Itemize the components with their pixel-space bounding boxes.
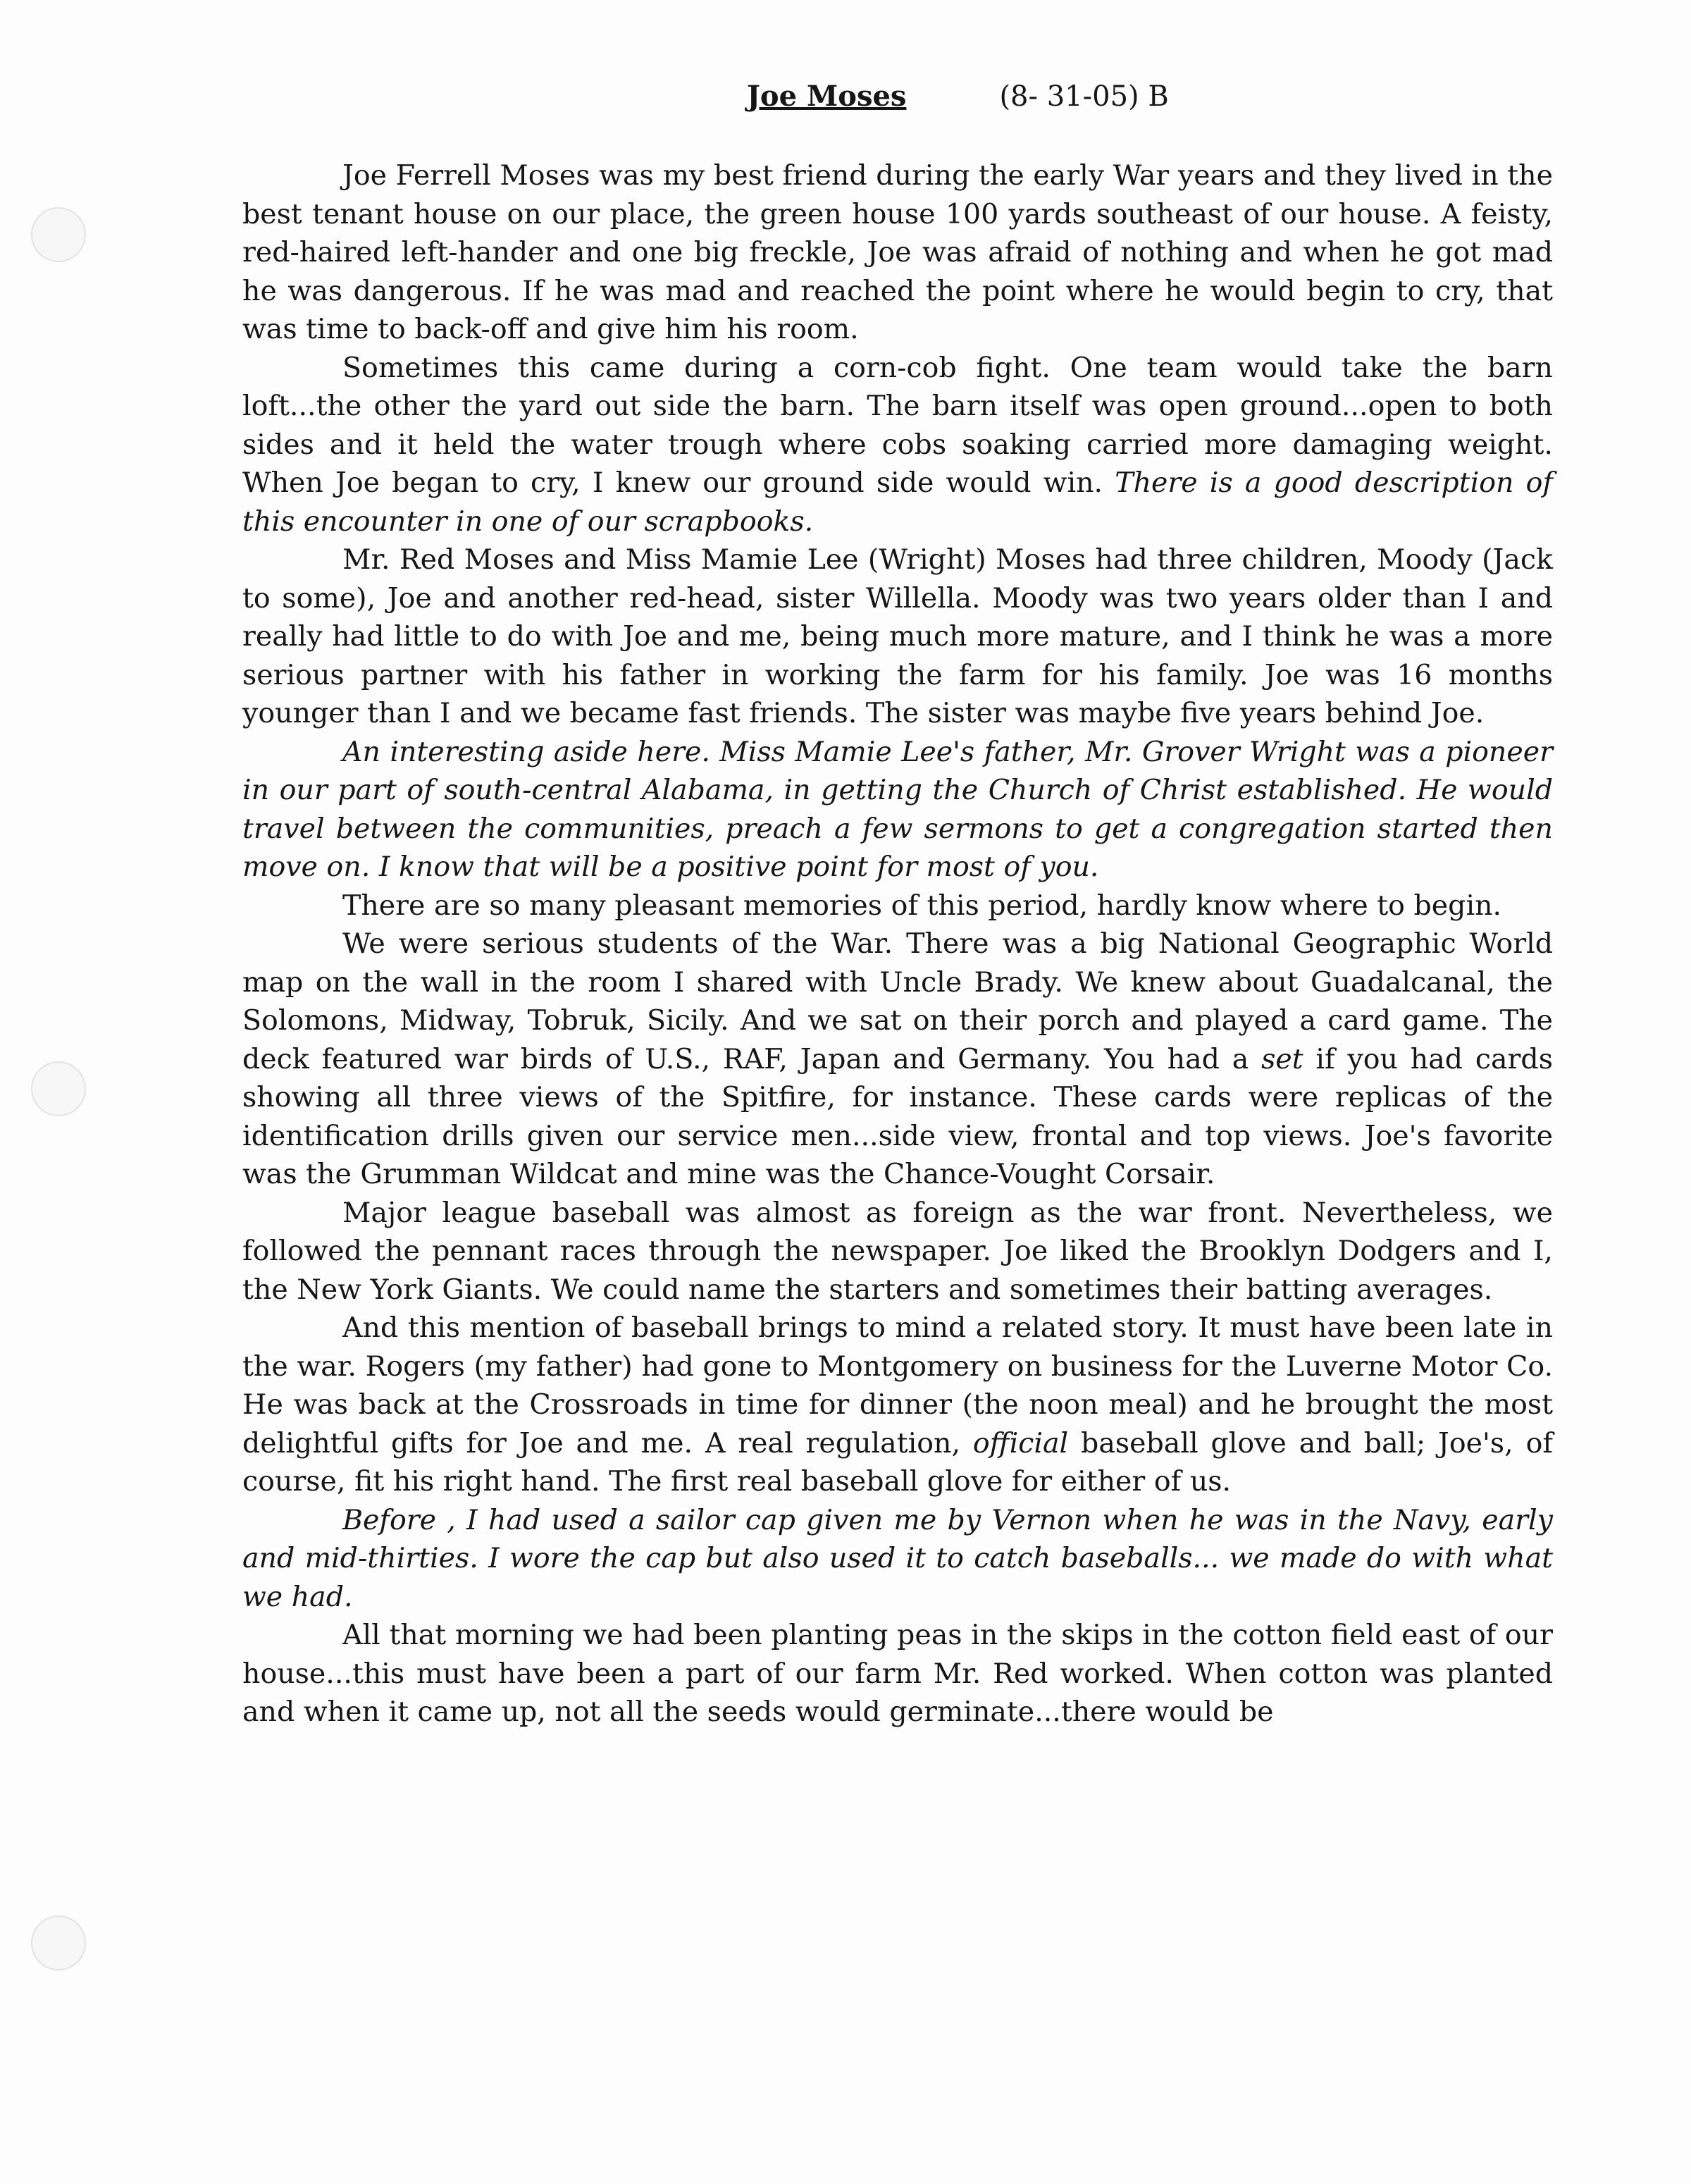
binder-hole-middle [31,1061,86,1116]
paragraph-8 [242,1309,1553,1501]
paragraph-2-text: Sometimes this came during a corn-cob fight. One team would take the barn loft...the other the yard out side the barn. The barn itself was open ground...open to both sides and it held the water trough where cobs soaking carried more damaging weight. When Joe began to cry, I knew our ground side would win. [242,351,1553,499]
paragraph-6 [242,925,1553,1194]
page-date: (8- 31-05) B [999,80,1169,113]
document-body [242,156,1553,1732]
paragraph-7: Major league baseball was almost as foreign as the war front. Nevertheless, we followed the pennant races through the newspaper. Joe liked the Brooklyn Dodgers and I, the New York Giants. We could name the starters and sometimes their batting averages. [242,1196,1553,1306]
paragraph-6-text-start: We were serious students of the War. There was a big National Geographic World map on the wall in the room I shared with Uncle Brady. We knew about Guadalcanal, the Solomons, Midway, Tobruk, Sicily. And we sat on their porch and played a card game. The deck featured war birds of U.S., RAF, Japan and Germany. You had a [242,927,1553,1075]
paragraph-2 [242,349,1553,541]
paragraph-9-italic-aside: Before , I had used a sailor cap given me by Vernon when he was in the Navy, early and mid-thirties. I wore the cap but also used it to catch baseballs... we made do with what we had. [242,1503,1553,1613]
paragraph-8-text-end: baseball glove and ball; Joe's, of course, fit his right hand. The first real baseball glove for either of us. [242,1426,1553,1498]
paragraph-6-italic-word: set [1261,1042,1303,1075]
paragraph-5: There are so many pleasant memories of this period, hardly know where to begin. [342,889,1502,922]
page-header [747,79,1169,114]
paragraph-8-text-start: And this mention of baseball brings to mind a related story. It must have been late in the war. Rogers (my father) had gone to Montgomery on business for the Luverne Motor Co. He was back at the Crossroads in time for dinner (the noon meal) and he brought the most delightful gifts for Joe and me. A real regulation, [242,1312,1553,1460]
paragraph-6-text-end: if you had cards showing all three views of the Spitfire, for instance. These cards were replicas of the identification drills given our service men...side view, frontal and top views. Joe's favorite was the Grumman Wildcat and mine was the Chance-Vought Corsair. [242,1042,1553,1190]
paragraph-1: Joe Ferrell Moses was my best friend during the early War years and they lived in the best tenant house on our place, the green house 100 yards southeast of our house. A feisty, red-haired left-hander and one big freckle, Joe was afraid of nothing and when he got mad he was dangerous. If he was mad and reached the point where he would begin to cry, that was time to back-off and give him his room. [242,159,1553,345]
paragraph-3: Mr. Red Moses and Miss Mamie Lee (Wright) Moses had three children, Moody (Jack to some), Joe and another red-head, sister Willella. Moody was two years older than I and really had little to do with Joe and me, being much more mature, and I think he was a more serious partner with his father in working the farm for his family. Joe was 16 months younger than I and we became fast friends. The sister was maybe five years behind Joe. [242,543,1553,729]
paragraph-10: All that morning we had been planting peas in the skips in the cotton field east of our house...this must have been a part of our farm Mr. Red worked. When cotton was planted and when it came up, not all the seeds would germinate...there would be [242,1619,1553,1728]
paragraph-4-italic-aside: An interesting aside here. Miss Mamie Lee's father, Mr. Grover Wright was a pioneer in our part of south-central Alabama, in getting the Church of Christ established. He would travel between the communities, preach a few sermons to get a congregation started then move on. I know that will be a positive point for most of you. [242,735,1553,883]
binder-hole-top [31,207,86,262]
paragraph-8-italic-word: official [972,1426,1069,1460]
binder-hole-bottom [31,1915,86,1970]
page-title: Joe Moses [747,80,907,113]
paragraph-2-italic-note: There is a good description of this encounter in one of our scrapbooks. [242,467,1553,538]
